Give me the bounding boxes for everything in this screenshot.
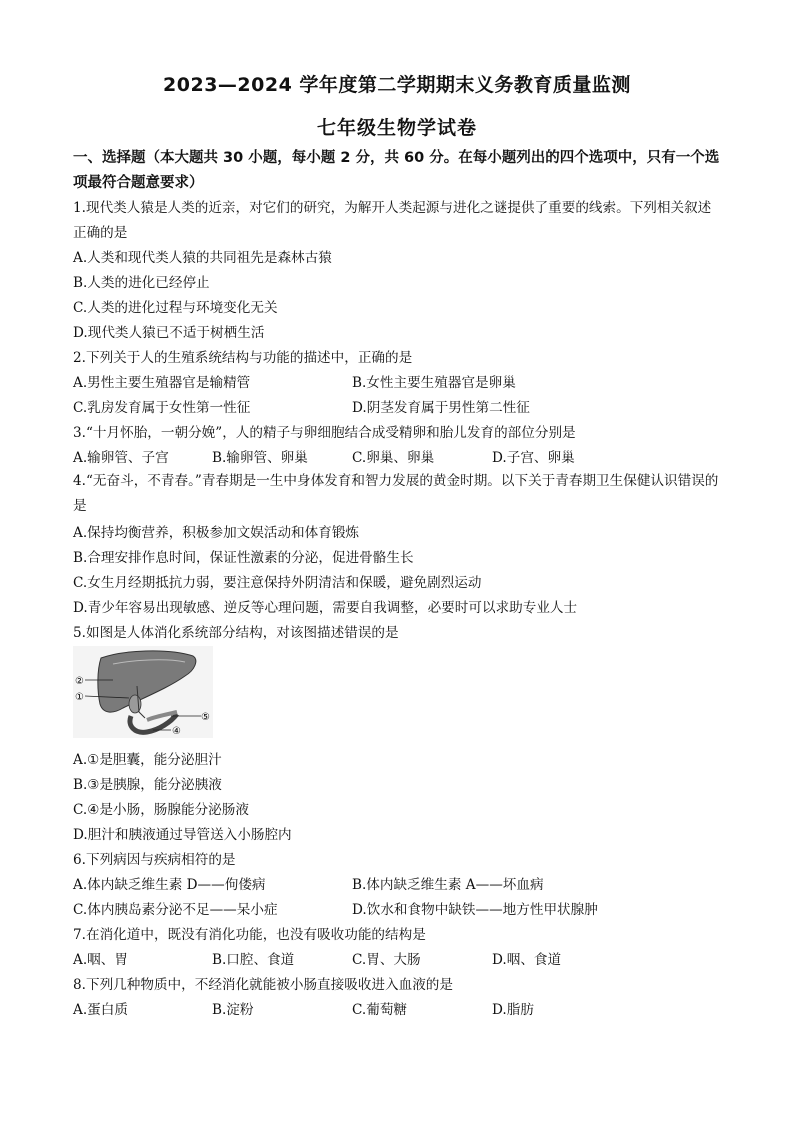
question-7-option-c: C.胃、大肠 [352,952,421,968]
question-7-option-a: A.咽、胃 [73,952,128,968]
question-2-stem: 2.下列关于人的生殖系统结构与功能的描述中，正确的是 [73,350,413,366]
question-3-option-c: C.卵巢、卵巢 [352,450,435,466]
question-5-option-b: B.③是胰腺，能分泌胰液 [73,777,222,793]
section-heading: 一、选择题（本大题共 30 小题，每小题 2 分，共 60 分。在每小题列出的四个选项中，只有一个选项最符合题意要求） [73,150,720,191]
question-4-stem: 4.“无奋斗，不青春。”青春期是一生中身体发育和智力发展的黄金时期。以下关于青春期卫生保健认识错误的是 [73,473,719,514]
question-8-option-c: C.葡萄糖 [352,1002,408,1018]
exam-title: 2023—2024 学年度第二学期期末义务教育质量监测 [163,74,631,96]
question-8-stem: 8.下列几种物质中，不经消化就能被小肠直接吸收进入血液的是 [73,977,453,993]
question-5-option-c: C.④是小肠，肠腺能分泌肠液 [73,802,249,818]
question-5-stem: 5.如图是人体消化系统部分结构，对该图描述错误的是 [73,625,399,641]
question-4-option-a: A.保持均衡营养，积极参加文娱活动和体育锻炼 [73,525,360,541]
question-5-option-a: A.①是胆囊，能分泌胆汁 [73,752,222,768]
question-6-stem: 6.下列病因与疾病相符的是 [73,852,236,868]
exam-subtitle: 七年级生物学试卷 [316,117,477,139]
question-1-option-c: C.人类的进化过程与环境变化无关 [73,300,278,316]
figure-label-5: ⑤ [201,712,210,723]
figure-label-2: ② [75,676,84,687]
question-7-option-b: B.口腔、食道 [212,952,295,968]
question-8-option-a: A.蛋白质 [73,1002,128,1018]
question-6-option-a: A.体内缺乏维生素 D——佝偻病 [73,877,266,893]
question-4-option-b: B.合理安排作息时间，保证性激素的分泌，促进骨骼生长 [73,550,414,566]
question-2-option-d: D.阴茎发育属于男性第二性征 [352,400,530,416]
question-7-option-d: D.咽、食道 [492,952,562,968]
question-1-option-a: A.人类和现代类人猿的共同祖先是森林古猿 [73,250,332,266]
question-2-option-c: C.乳房发育属于女性第一性征 [73,400,251,416]
question-4-option-d: D.青少年容易出现敏感、逆反等心理问题，需要自我调整，必要时可以求助专业人士 [73,600,578,616]
question-6-option-b: B.体内缺乏维生素 A——坏血病 [352,877,544,893]
question-3-stem: 3.“十月怀胎，一朝分娩”，人的精子与卵细胞结合成受精卵和胎儿发育的部位分别是 [73,425,576,441]
question-2-option-a: A.男性主要生殖器官是输精管 [73,375,251,391]
figure-label-1: ① [75,692,84,703]
question-3-option-b: B.输卵管、卵巢 [212,450,308,466]
question-3-option-d: D.子宫、卵巢 [492,450,575,466]
question-1-option-d: D.现代类人猿已不适于树栖生活 [73,325,265,341]
question-8-option-b: B.淀粉 [212,1002,254,1018]
figure-label-4: ④ [172,726,181,737]
question-2-option-b: B.女性主要生殖器官是卵巢 [352,375,516,391]
question-4-option-c: C.女生月经期抵抗力弱，要注意保持外阴清洁和保暖，避免剧烈运动 [73,575,482,591]
question-3-option-a: A.输卵管、子宫 [73,450,169,466]
question-1-option-b: B.人类的进化已经停止 [73,275,210,291]
question-6-option-d: D.饮水和食物中缺铁——地方性甲状腺肿 [352,902,598,918]
question-5-option-d: D.胆汁和胰液通过导管送入小肠腔内 [73,827,292,843]
question-7-stem: 7.在消化道中，既没有消化功能，也没有吸收功能的结构是 [73,927,426,943]
digestive-system-figure [73,646,213,738]
question-8-option-d: D.脂肪 [492,1002,534,1018]
question-6-option-c: C.体内胰岛素分泌不足——呆小症 [73,902,278,918]
question-1-stem: 1.现代类人猿是人类的近亲，对它们的研究，为解开人类起源与进化之谜提供了重要的线索。下列相关叙述正确的是 [73,200,712,241]
